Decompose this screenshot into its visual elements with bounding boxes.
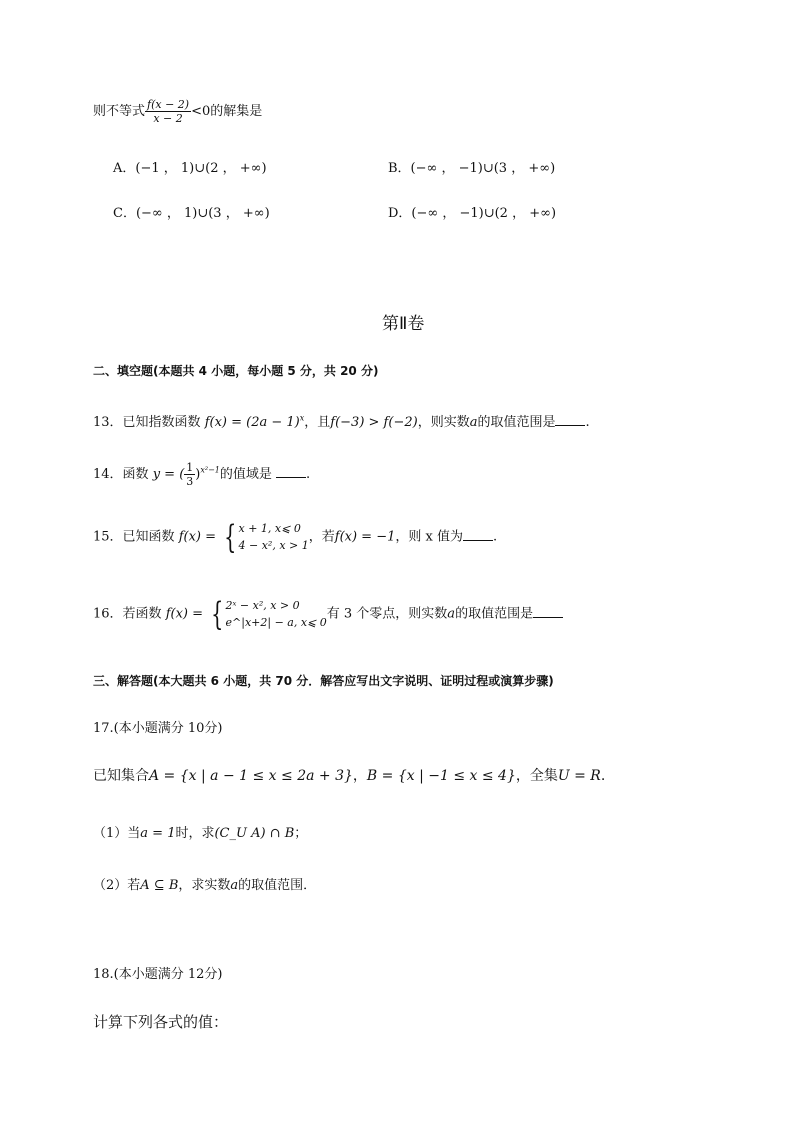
q15-text3: ，则 x 值为 [395,529,463,545]
q16-case2: e^|x+2| − a, x⩽ 0 [225,616,327,629]
q15-text2: ，若 [308,529,335,545]
q12-frac-den: x − 2 [153,112,183,125]
q17-part2 [93,874,316,893]
q17-stmt-a: 已知集合 [93,768,149,784]
q14-fraction [184,461,195,488]
q13-text1: 已知指数函数 [122,415,201,430]
q14-end: . [306,467,311,482]
q17-set-a: A = {x | a − 1 ≤ x ≤ 2a + 3} [149,768,353,784]
q12-option-a: A．(−1 ， 1)∪(2 ， +∞) [113,161,267,176]
q16-brace: { [211,595,224,633]
q14-expr-lhs: y = ( [152,467,185,482]
q15-expr2: f(x) = −1 [334,529,396,545]
q17-p1-end: ； [294,826,308,841]
q16-num: 16． [93,606,123,622]
q14-text1: 函数 [122,467,149,482]
q15-text1: 已知函数 [122,529,175,545]
q16-text2: 有 3 个零点，则实数 [326,606,448,622]
q17-set-b: B = {x | −1 ≤ x ≤ 4} [366,768,516,784]
q17-universe: U = R [557,768,601,784]
q17-p1-label: （1）当 [93,826,141,841]
q15-piecewise [220,520,309,554]
q13-text3: ，则实数 [417,415,470,430]
q16-answer-blank [533,607,563,618]
q18-header: 18.(本小题满分 12分) [93,967,223,982]
section2-heading: 二、填空题(本题共 4 小题，每小题 5 分，共 20 分) [93,364,379,378]
q15-cases [239,520,309,554]
q14-text2: 的值域是 [219,467,272,482]
q13-text4: 的取值范围是 [477,415,556,430]
q17-p2-cond: A ⊆ B [140,878,179,893]
q15-answer-blank [463,530,493,541]
q17-p2-label: （2）若 [93,878,141,893]
q13 [93,411,590,430]
q13-num: 13． [93,415,123,430]
q17-statement [93,765,605,785]
q16 [93,597,563,631]
q17-p2-text: ，求实数 [178,878,231,893]
q13-expr1: f(x) = (2a − 1) [204,415,300,430]
q17-p2-end: 的取值范围． [238,878,317,893]
q13-expr2: f(−3) > f(−2) [330,415,418,430]
q17-part1 [93,822,307,841]
q12-option-c: C．(−∞ ， 1)∪(3 ， +∞) [113,206,270,221]
q15-end: . [492,529,498,545]
q18-text: 计算下列各式的值： [93,1013,229,1031]
q12-suffix: <0的解集是 [191,104,263,119]
q12-frac-num: f(x − 2) [147,98,190,111]
q15 [93,520,497,554]
q12-stem [93,98,262,125]
q12-fraction [145,98,191,125]
q14-answer-blank [276,467,306,478]
q13-text2: ，且 [304,415,331,430]
q16-cases [226,597,327,631]
q15-case2: 4 − x², x > 1 [238,539,309,552]
q17-end: . [600,768,606,784]
q14-expr-sup: x²−1 [200,465,220,475]
q14-frac-den: 3 [186,475,194,488]
part2-title: 第Ⅱ卷 [382,314,425,334]
q14-frac-num: 1 [186,461,194,474]
q17-p1-text: 时，求 [175,826,215,841]
q13-end: . [585,415,590,430]
q14-num: 14． [93,467,123,482]
q17-sep: ， [352,768,367,784]
q15-case1: x + 1, x⩽ 0 [238,522,301,535]
q16-piecewise [207,597,327,631]
q16-text1: 若函数 [122,606,162,622]
q15-expr: f(x) = [178,529,217,545]
q12-option-b: B．(−∞ ， −1)∪(3 ， +∞) [388,161,556,176]
q15-brace: { [224,518,237,556]
q12-prefix: 则不等式 [93,104,146,119]
q12-option-d: D．(−∞ ， −1)∪(2 ， +∞) [388,206,557,221]
section3-heading: 三、解答题(本大题共 6 小题，共 70 分．解答应写出文字说明、证明过程或演算步骤) [93,674,554,688]
q16-case1: 2ˣ − x², x > 0 [225,599,300,612]
q17-p1-expr: (C_U A) ∩ B [214,826,295,841]
q16-var: a [447,606,456,622]
q17-header: 17.(本小题满分 10分) [93,721,223,736]
q14-expr-rhs: ) [195,467,201,482]
q16-expr: f(x) = [165,606,204,622]
q13-var: a [469,415,478,430]
q14 [93,461,310,488]
q17-p2-var: a [230,878,239,893]
q13-answer-blank [555,415,585,426]
q16-text3: 的取值范围是 [455,606,534,622]
q13-expr1-sup: x [299,413,305,423]
q17-stmt-b: ，全集 [515,768,558,784]
q15-num: 15． [93,529,123,545]
q17-p1-cond: a = 1 [140,826,176,841]
